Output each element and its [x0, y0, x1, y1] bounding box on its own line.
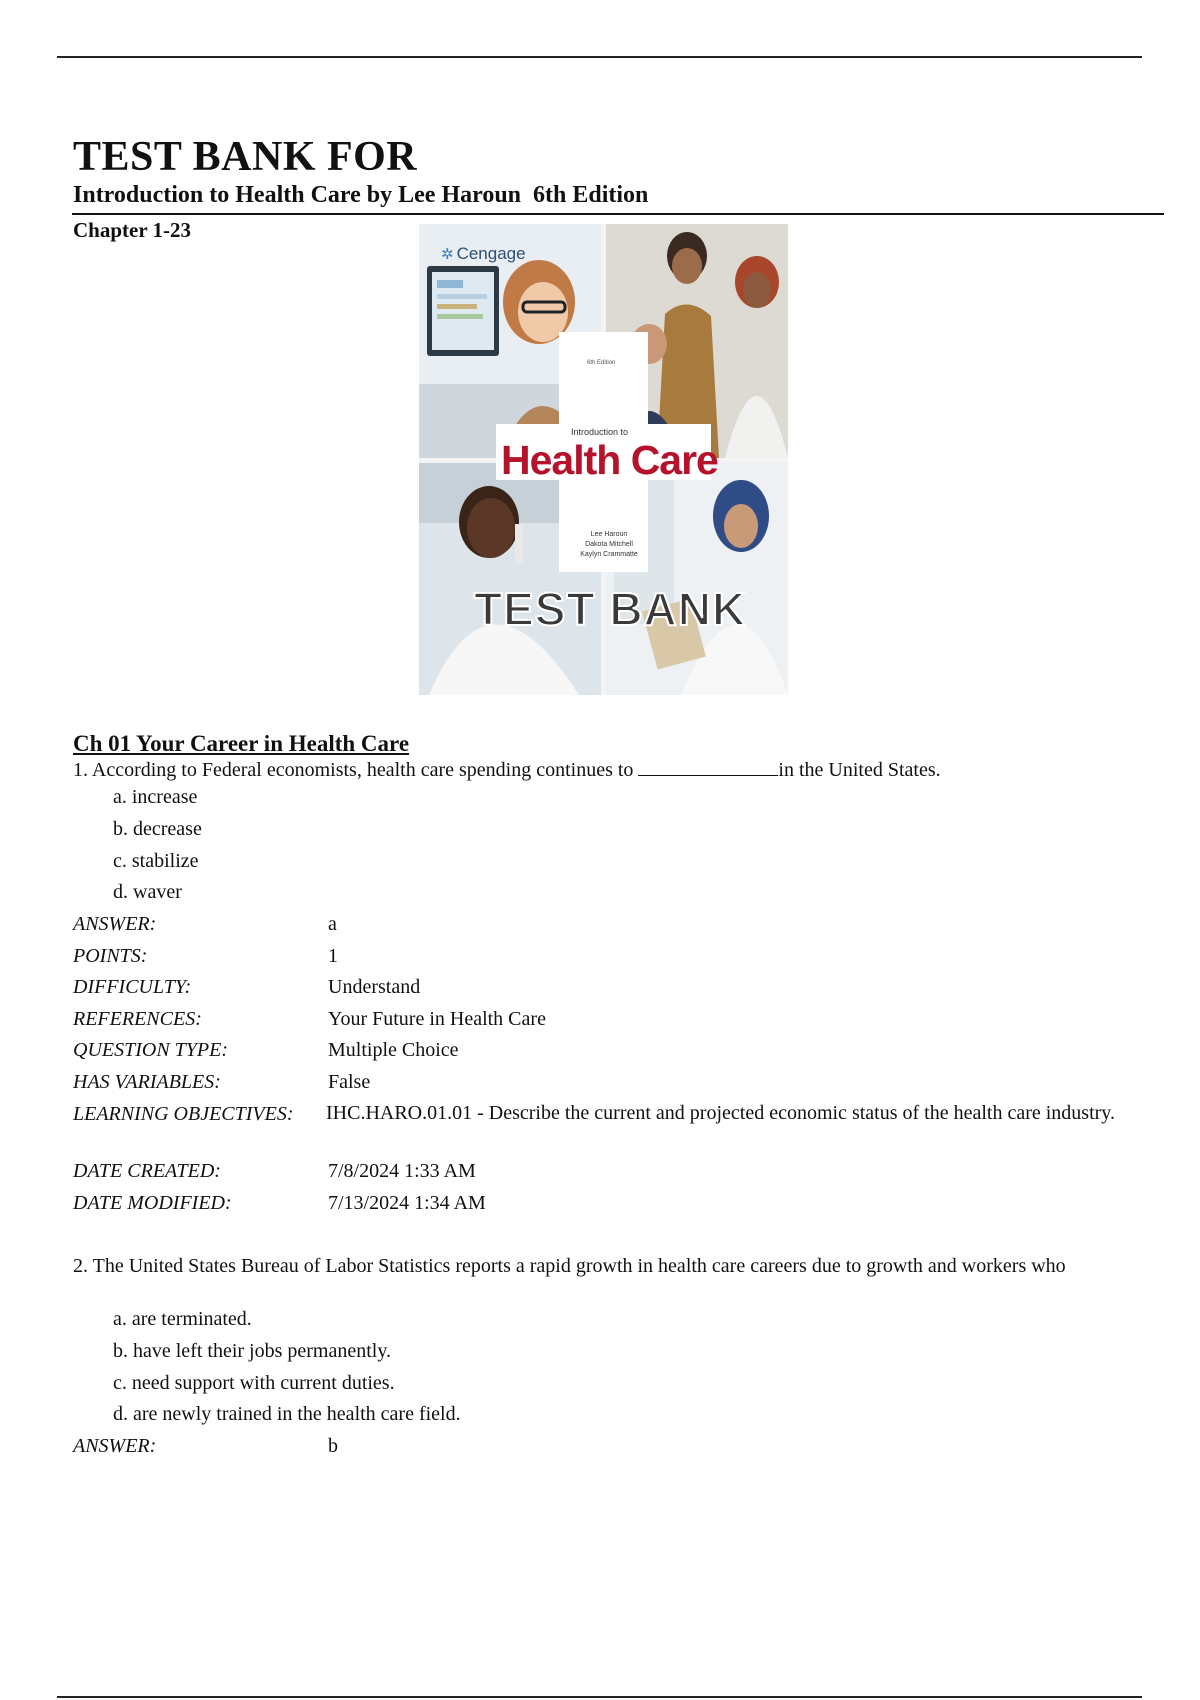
- question-1-text: 1. According to Federal economists, health care spending continues to: [73, 759, 639, 781]
- meta-label-learning-objectives: LEARNING OBJECTIVES:: [73, 1103, 294, 1125]
- cover-author: Kaylyn Crammatte: [580, 551, 638, 558]
- cover-author: Dakota Mitchell: [585, 541, 633, 548]
- question-1-text-end: in the United States.: [778, 759, 941, 781]
- question-2-option: b. have left their jobs permanently.: [113, 1340, 392, 1362]
- cover-title: Health Care: [501, 437, 718, 483]
- chapter-range: Chapter 1-23: [73, 218, 192, 242]
- meta-value-has-variables: False: [328, 1071, 371, 1093]
- cover-edition: 6th Edition: [587, 360, 616, 366]
- meta-label-answer: ANSWER:: [73, 913, 157, 935]
- question-1-stem: [73, 757, 941, 782]
- cover-intro: Introduction to: [571, 427, 629, 437]
- cover-authors: [569, 530, 649, 560]
- meta-value-answer: b: [328, 1435, 338, 1457]
- meta-label-has-variables: HAS VARIABLES:: [73, 1071, 221, 1093]
- meta-label-date-created: DATE CREATED:: [73, 1160, 221, 1182]
- question-1-option: a. increase: [113, 786, 198, 808]
- question-2-option: a. are terminated.: [113, 1308, 252, 1330]
- cengage-mark-icon: ✲: [441, 246, 454, 263]
- meta-value-question-type: Multiple Choice: [328, 1039, 459, 1061]
- meta-value-learning-objectives: IHC.HARO.01.01 - Describe the current and projected economic status of the health care industry.: [326, 1102, 1116, 1124]
- question-2-stem: 2. The United States Bureau of Labor Statistics reports a rapid growth in health care careers due to growth and workers who: [73, 1255, 1066, 1277]
- meta-value-points: 1: [328, 945, 338, 967]
- meta-value-references: Your Future in Health Care: [328, 1008, 546, 1030]
- meta-value-date-created: 7/8/2024 1:33 AM: [328, 1160, 476, 1182]
- book-cover-image: [419, 224, 788, 695]
- brand-name: Cengage: [456, 244, 526, 263]
- meta-value-date-modified: 7/13/2024 1:34 AM: [328, 1192, 486, 1214]
- header-rule: [72, 213, 1164, 215]
- document-title: TEST BANK FOR: [73, 134, 418, 180]
- test-bank-watermark: TEST BANK: [474, 583, 747, 635]
- meta-label-points: POINTS:: [73, 945, 148, 967]
- question-1-option: d. waver: [113, 881, 182, 903]
- answer-blank: [638, 757, 778, 776]
- meta-value-difficulty: Understand: [328, 976, 421, 998]
- document-subtitle: Introduction to Health Care by Lee Haroun 6th Edition: [73, 182, 649, 208]
- question-1-option: b. decrease: [113, 818, 202, 840]
- meta-label-answer: ANSWER:: [73, 1435, 157, 1457]
- meta-label-date-modified: DATE MODIFIED:: [73, 1192, 232, 1214]
- question-1-option: c. stabilize: [113, 850, 199, 872]
- meta-label-difficulty: DIFFICULTY:: [73, 976, 192, 998]
- meta-label-references: REFERENCES:: [73, 1008, 202, 1030]
- meta-value-answer: a: [328, 913, 337, 935]
- meta-label-question-type: QUESTION TYPE:: [73, 1039, 229, 1061]
- cover-author: Lee Haroun: [590, 531, 628, 538]
- cengage-logo: [441, 244, 526, 264]
- top-rule: [57, 56, 1142, 58]
- question-2-option: c. need support with current duties.: [113, 1372, 395, 1394]
- question-2-option: d. are newly trained in the health care field.: [113, 1403, 461, 1425]
- bottom-rule: [57, 1696, 1142, 1698]
- section-heading: Ch 01 Your Career in Health Care: [73, 731, 410, 756]
